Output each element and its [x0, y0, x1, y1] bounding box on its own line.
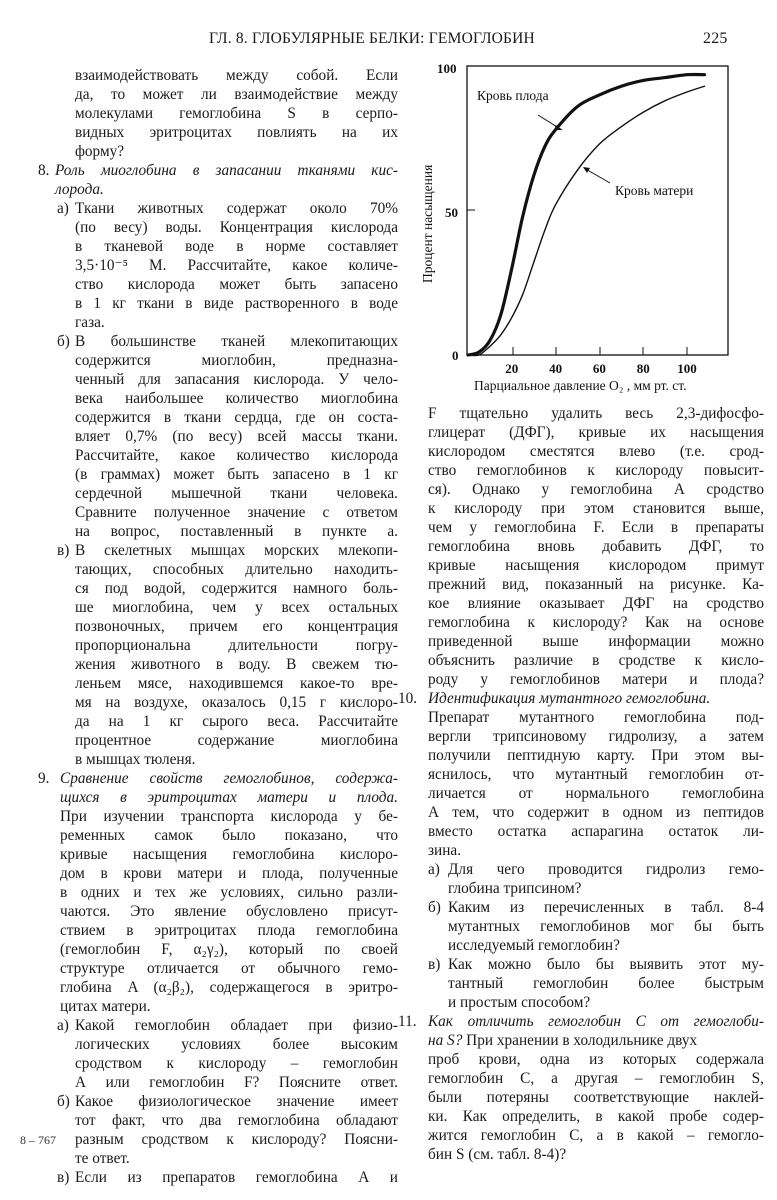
text-line: взаимодействовать между собой. Если [75, 67, 398, 84]
text-line: вместо остатка аспарагина остаток ли- [428, 823, 764, 840]
text-line: Если из препаратов гемоглобина А и [75, 1169, 398, 1186]
text-line: да на 1 кг сырого веса. Рассчитайте [75, 713, 398, 730]
text-line: ременных самок было показано, что [60, 827, 398, 844]
text-line: яснилось, что мутантный гемоглобин от- [428, 766, 764, 783]
text-line: кое влияние оказывает ДФГ на сродство [428, 595, 764, 612]
text-line: глицерат (ДФГ), кривые их насыщения [428, 424, 764, 441]
text-line: ки. Как определить, в какой пробе содер- [428, 1108, 764, 1125]
q9-continuation [412, 404, 764, 689]
question-number: 9. [38, 770, 50, 787]
text-line: гемоглобина вновь добавить ДФГ, то [428, 538, 764, 555]
plot-frame [467, 66, 728, 355]
text-line: и простым способом? [448, 994, 591, 1011]
text-line: были потеряны соответствующие наклей- [428, 1089, 764, 1106]
text-line: разным сродством к кислороду? Поясни- [75, 1131, 398, 1148]
text-line: мя на воздухе, оказалось 0,15 г кислоро- [75, 694, 398, 711]
text-line: в одних и тех же условиях, сильно разли- [60, 884, 398, 901]
q9-part-b [20, 1092, 398, 1168]
right-column [398, 404, 764, 1164]
text-line: исследуемый гемоглобин? [448, 937, 620, 954]
page-number: 225 [703, 30, 728, 47]
text-line: проб крови, одна из которых содержала [428, 1051, 764, 1068]
text-line: в мышцах тюленя. [75, 751, 196, 768]
text-line: тающих, способных длительно находить- [75, 561, 398, 578]
text-line: приведенной выше информации можно [428, 633, 764, 650]
text-line: пропорциональна длительности погру- [75, 637, 398, 654]
text-line: получили пептидную карту. При этом вы- [428, 747, 764, 764]
x-tick-labels [505, 361, 696, 376]
svg-text:40: 40 [549, 361, 563, 376]
question-11 [398, 1012, 764, 1164]
svg-text:60: 60 [592, 361, 606, 376]
text-line: да, то может ли взаимодействие между [75, 86, 398, 103]
text-line: цитах матери. [60, 998, 151, 1015]
text-line: дом в крови матери и плода, полученные [60, 865, 398, 882]
text-line: структуре отличается от обычного гемо- [60, 960, 398, 977]
text-line: глобина трипсином? [448, 880, 582, 897]
x-ticks [513, 347, 687, 355]
fetal-blood-label: Кровь плода [477, 88, 549, 103]
part-label: б) [428, 899, 441, 916]
text-line: ство гемоглобинов к кислороду повысит- [428, 462, 764, 479]
text-line: вергли трипсиновому гидролизу, а затем [428, 728, 764, 745]
q9-part-c [20, 1168, 398, 1187]
text-line: ство кислорода может быть запасено [75, 276, 398, 293]
question-number: 11. [398, 1013, 417, 1030]
question-title: на S? [428, 1032, 463, 1049]
text-line: кривые насыщения гемоглобина кислоро- [60, 846, 398, 863]
text-line: Какой гемоглобин обладает при физио- [75, 1017, 398, 1034]
text-line: сердечной мышечной ткани человека. [75, 485, 398, 502]
text-line: кислородом сместятся влево (т.е. срод- [428, 443, 764, 460]
text-line: личается от нормального гемоглобина [428, 785, 764, 802]
chart-svg [412, 55, 742, 400]
text-line: Каким из перечисленных в табл. 8-4 [448, 899, 764, 916]
page-header [0, 27, 777, 51]
text-line: роду у гемоглобинов матери и плода? [428, 671, 764, 688]
text-line: процентное содержание миоглобина [75, 732, 398, 749]
text-line: 3,5·10⁻⁵ М. Рассчитайте, какое количе- [75, 257, 398, 274]
text-line: бин S (см. табл. 8-4)? [428, 1146, 567, 1163]
text-line: (в граммах) может быть запасено в 1 кг [75, 466, 398, 483]
text-line: Для чего проводится гидролиз гемо- [448, 861, 764, 878]
text-line: сродством к кислороду – гемоглобин [75, 1055, 398, 1072]
text-line: жится гемоглобин С, а в какой – гемогло- [428, 1127, 764, 1144]
left-column [20, 66, 398, 1187]
text-line: молекулами гемоглобина S в серпо- [75, 105, 398, 122]
text-line: ся). Однако у гемоглобина А сродство [428, 481, 764, 498]
svg-text:0: 0 [452, 348, 459, 363]
oxygen-saturation-chart [412, 55, 742, 400]
text-line: объяснить различие в сродстве к кисло- [428, 652, 764, 669]
q8-part-b [20, 332, 398, 541]
text-line: ченный для запасания кислорода. У чело- [75, 371, 398, 388]
text-line: те ответ. [75, 1150, 130, 1167]
text-line: содержится в ткани сердца, где он соста- [75, 409, 398, 426]
part-label: в) [57, 542, 70, 559]
part-label: а) [57, 200, 69, 217]
x-axis-label: Парциальное давление O₂ , мм рт. ст. [474, 378, 687, 393]
part-label: в) [57, 1169, 70, 1186]
text-line: А тем, что содержит в одном из пептидов [428, 804, 764, 821]
text-line: ствием в эритроцитах плода гемоглобина [60, 922, 398, 939]
question-title: Роль миоглобина в запасании тканями кис- [55, 162, 398, 179]
printer-signature: 8 – 767 [20, 1133, 56, 1147]
q9-part-a [20, 1016, 398, 1092]
text-line: позвоночных, причем его концентрация [75, 618, 398, 635]
maternal-blood-label: Кровь матери [615, 183, 694, 198]
text-line: видных эритроцитах повлиять на их [75, 124, 398, 141]
q10-part-b [412, 898, 764, 955]
text-line: Препарат мутантного гемоглобина под- [428, 709, 764, 726]
y-axis-label: Процент насыщения [420, 164, 435, 283]
text-line: (гемоглобин F, α₂γ₂), который по своей [60, 941, 398, 958]
text-line: в 1 кг ткани в виде растворенного в воде [75, 295, 398, 312]
text-line: чем у гемоглобина F. Если в препараты [428, 519, 764, 536]
q8-part-c [20, 541, 398, 769]
text-line: В скелетных мышцах морских млекопи- [75, 542, 398, 559]
text-line: гемоглобин С, а другая – гемоглобин S, [428, 1070, 764, 1087]
text-line: вляет 0,7% (по весу) всей массы ткани. [75, 428, 398, 445]
question-title: щихся в эритроцитах матери и плода. [60, 789, 398, 806]
text-line: F тщательно удалить весь 2,3-дифосфо- [428, 405, 764, 422]
text-line: Сравните полученное значение с ответом [75, 504, 398, 521]
text-line: чаются. Это явление обусловлено присут- [60, 903, 398, 920]
text-line: газа. [75, 314, 105, 331]
text-line: к кислороду при этом становится выше, [428, 500, 764, 517]
svg-text:100: 100 [437, 61, 457, 76]
text-line: В большинстве тканей млекопитающих [75, 333, 398, 350]
question-title: Сравнение свойств гемоглобинов, содержа- [60, 770, 398, 787]
text-line: кривые насыщения кислородом примут [428, 557, 764, 574]
text-line: глобина A (α₂β₂), содержащегося в эритро- [60, 979, 398, 996]
svg-text:50: 50 [445, 205, 458, 220]
running-title: ГЛ. 8. ГЛОБУЛЯРНЫЕ БЕЛКИ: ГЕМОГЛОБИН [209, 30, 535, 47]
text-line: прежний вид, показанный на рисунке. Ка- [428, 576, 764, 593]
text-line: А или гемоглобин F? Поясните ответ. [75, 1074, 398, 1091]
question-9 [20, 769, 398, 1016]
question-title: Как отличить гемоглобин С от гемоглоби- [428, 1013, 764, 1030]
question-title: Идентификация мутантного гемоглобина. [428, 690, 711, 707]
text-line: Какое физиологическое значение имеет [75, 1093, 398, 1110]
text-line: Ткани животных содержат около 70% [75, 200, 398, 217]
text-line: зина. [428, 842, 462, 859]
text-line: Как можно было бы выявить этот му- [448, 956, 764, 973]
question-title: лорода. [55, 181, 104, 198]
text-line: Рассчитайте, какое количество кислорода [75, 447, 398, 464]
text-line: логических условиях более высоким [75, 1036, 398, 1053]
part-label: б) [57, 1093, 70, 1110]
part-label: б) [57, 333, 70, 350]
text-line: содержится миоглобин, предназна- [75, 352, 398, 369]
text-line: в тканевой воде в норме составляет [75, 238, 398, 255]
text-line: (по весу) воды. Концентрация кислорода [75, 219, 398, 236]
q10-part-a [412, 860, 764, 898]
text-fragment: При хранении в холодильнике двух [462, 1032, 698, 1049]
fetal-blood-curve [468, 74, 705, 355]
svg-text:100: 100 [677, 361, 697, 376]
text-line: форму? [75, 143, 125, 160]
text-line: ше миоглобина, чем у всех остальных [75, 599, 398, 616]
part-label: в) [428, 956, 441, 973]
text-line: тантный гемоглобин более быстрым [448, 975, 764, 992]
text-line: века наибольшее количество миоглобина [75, 390, 398, 407]
q8-part-a [20, 199, 398, 332]
part-label: а) [428, 861, 440, 878]
svg-text:80: 80 [636, 361, 650, 376]
text-line: гемоглобина к кислороду? Как на основе [428, 614, 764, 631]
text-line: жения животного в воду. В свежем тю- [75, 656, 398, 673]
y-tick-labels [437, 61, 459, 363]
question-8 [20, 161, 398, 199]
text-line: тот факт, что два гемоглобина обладают [75, 1112, 398, 1129]
svg-text:20: 20 [505, 361, 519, 376]
text-line: мутантных гемоглобинов мог бы быть [448, 918, 764, 935]
text-line [428, 1031, 764, 1050]
text-line: ся под водой, содержится намного боль- [75, 580, 398, 597]
text-line: леньем мясе, находившемся какое-то вре- [75, 675, 398, 692]
text-line: При изучении транспорта кислорода у бе- [60, 808, 398, 825]
question-10 [398, 689, 764, 860]
maternal-blood-curve [468, 86, 705, 355]
q7-continuation [20, 66, 398, 161]
question-number: 8. [38, 162, 50, 179]
part-label: а) [57, 1017, 69, 1034]
q10-part-c [412, 955, 764, 1012]
question-number: 10. [398, 690, 418, 707]
text-line: на вопрос, поставленный в пункте а. [75, 523, 398, 540]
